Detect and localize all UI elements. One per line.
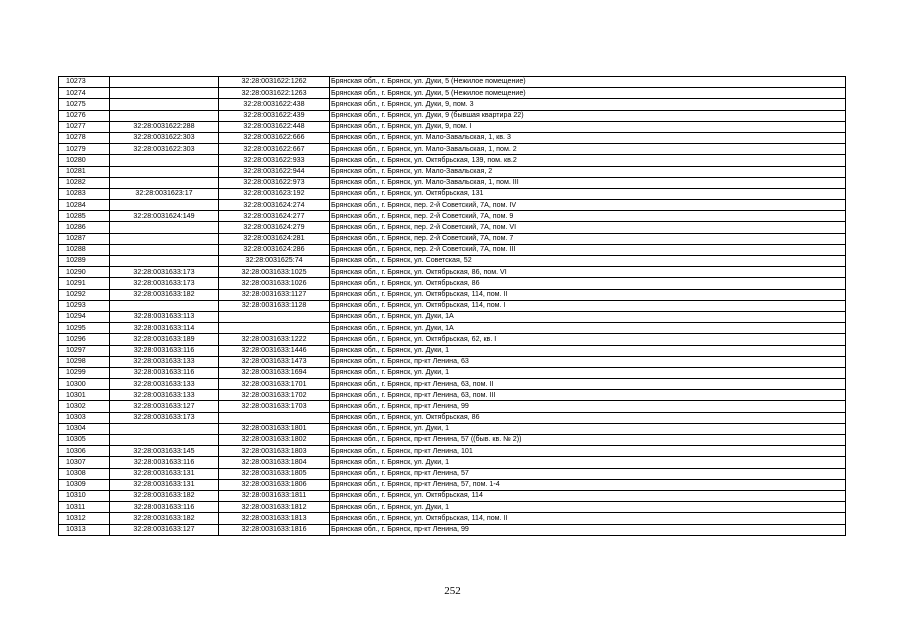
record-number-cell: 10278	[59, 132, 110, 143]
cadastral-number-cell: 32:28:0031622:439	[219, 110, 330, 121]
parent-cadastral-cell: 32:28:0031633:113	[110, 311, 219, 322]
cadastral-number-cell	[219, 412, 330, 423]
cadastral-number-cell: 32:28:0031624:277	[219, 211, 330, 222]
cadastral-number-cell: 32:28:0031633:1446	[219, 345, 330, 356]
cadastral-number-cell: 32:28:0031633:1128	[219, 300, 330, 311]
parent-cadastral-cell	[110, 177, 219, 188]
record-number-cell: 10306	[59, 446, 110, 457]
table-row	[59, 222, 846, 233]
address-cell: Брянская обл., г. Брянск, ул. Дуки, 5 (Нежилое помещение)	[330, 88, 846, 99]
record-number-cell: 10313	[59, 524, 110, 535]
parent-cadastral-cell: 32:28:0031633:114	[110, 323, 219, 334]
address-cell: Брянская обл., г. Брянск, ул. Октябрьская, 131	[330, 188, 846, 199]
parent-cadastral-cell: 32:28:0031633:131	[110, 468, 219, 479]
address-cell: Брянская обл., г. Брянск, ул. Октябрьская, 139, пом. кв.2	[330, 155, 846, 166]
record-number-cell: 10295	[59, 323, 110, 334]
cadastral-number-cell: 32:28:0031623:192	[219, 188, 330, 199]
table-row	[59, 446, 846, 457]
parent-cadastral-cell: 32:28:0031633:189	[110, 334, 219, 345]
parent-cadastral-cell	[110, 435, 219, 446]
table-row	[59, 457, 846, 468]
table-row	[59, 334, 846, 345]
table-row	[59, 412, 846, 423]
record-number-cell: 10284	[59, 200, 110, 211]
record-number-cell: 10301	[59, 390, 110, 401]
record-number-cell: 10288	[59, 244, 110, 255]
cadastral-number-cell: 32:28:0031624:286	[219, 244, 330, 255]
table-row	[59, 200, 846, 211]
record-number-cell: 10276	[59, 110, 110, 121]
record-number-cell: 10305	[59, 435, 110, 446]
record-number-cell: 10275	[59, 99, 110, 110]
record-number-cell: 10273	[59, 77, 110, 88]
address-cell: Брянская обл., г. Брянск, ул. Мало-Завальская, 1, пом. 2	[330, 144, 846, 155]
table-row	[59, 490, 846, 501]
cadastral-number-cell: 32:28:0031633:1701	[219, 379, 330, 390]
parent-cadastral-cell	[110, 300, 219, 311]
record-number-cell: 10289	[59, 256, 110, 267]
parent-cadastral-cell: 32:28:0031633:182	[110, 513, 219, 524]
cadastral-number-cell: 32:28:0031624:281	[219, 233, 330, 244]
parent-cadastral-cell: 32:28:0031622:303	[110, 132, 219, 143]
address-cell: Брянская обл., г. Брянск, ул. Дуки, 1	[330, 502, 846, 513]
address-cell: Брянская обл., г. Брянск, ул. Дуки, 9, пом. 3	[330, 99, 846, 110]
parent-cadastral-cell: 32:28:0031622:288	[110, 121, 219, 132]
parent-cadastral-cell: 32:28:0031633:133	[110, 390, 219, 401]
table-row	[59, 356, 846, 367]
table-row	[59, 300, 846, 311]
parent-cadastral-cell: 32:28:0031623:17	[110, 188, 219, 199]
table-row	[59, 401, 846, 412]
cadastral-number-cell: 32:28:0031633:1127	[219, 289, 330, 300]
address-cell: Брянская обл., г. Брянск, ул. Дуки, 1	[330, 345, 846, 356]
cadastral-number-cell	[219, 311, 330, 322]
address-cell: Брянская обл., г. Брянск, ул. Мало-Завальская, 1, пом. III	[330, 177, 846, 188]
address-cell: Брянская обл., г. Брянск, ул. Дуки, 9, пом. I	[330, 121, 846, 132]
cadastral-number-cell: 32:28:0031633:1813	[219, 513, 330, 524]
cadastral-number-cell: 32:28:0031633:1812	[219, 502, 330, 513]
parent-cadastral-cell: 32:28:0031633:116	[110, 367, 219, 378]
cadastral-number-cell: 32:28:0031633:1026	[219, 278, 330, 289]
record-number-cell: 10308	[59, 468, 110, 479]
cadastral-number-cell: 32:28:0031633:1473	[219, 356, 330, 367]
parent-cadastral-cell: 32:28:0031633:131	[110, 479, 219, 490]
parent-cadastral-cell: 32:28:0031633:127	[110, 524, 219, 535]
address-cell: Брянская обл., г. Брянск, ул. Октябрьская, 86	[330, 278, 846, 289]
address-cell: Брянская обл., г. Брянск, ул. Октябрьская, 114, пом. I	[330, 300, 846, 311]
table-row	[59, 423, 846, 434]
parent-cadastral-cell	[110, 233, 219, 244]
table-row	[59, 188, 846, 199]
address-cell: Брянская обл., г. Брянск, пр-кт Ленина, 101	[330, 446, 846, 457]
address-cell: Брянская обл., г. Брянск, ул. Октябрьская, 86	[330, 412, 846, 423]
cadastral-number-cell: 32:28:0031633:1703	[219, 401, 330, 412]
address-cell: Брянская обл., г. Брянск, ул. Дуки, 9 (бывшая квартира 22)	[330, 110, 846, 121]
record-number-cell: 10307	[59, 457, 110, 468]
cadastral-number-cell: 32:28:0031622:1262	[219, 77, 330, 88]
parent-cadastral-cell: 32:28:0031633:116	[110, 457, 219, 468]
parent-cadastral-cell	[110, 155, 219, 166]
parent-cadastral-cell	[110, 166, 219, 177]
record-number-cell: 10304	[59, 423, 110, 434]
parent-cadastral-cell	[110, 256, 219, 267]
cadastral-number-cell: 32:28:0031624:274	[219, 200, 330, 211]
address-cell: Брянская обл., г. Брянск, пер. 2-й Советский, 7А, пом. IV	[330, 200, 846, 211]
parent-cadastral-cell: 32:28:0031633:127	[110, 401, 219, 412]
cadastral-number-cell: 32:28:0031622:933	[219, 155, 330, 166]
address-cell: Брянская обл., г. Брянск, ул. Октябрьская, 114	[330, 490, 846, 501]
record-number-cell: 10281	[59, 166, 110, 177]
table-row	[59, 155, 846, 166]
table-row	[59, 513, 846, 524]
address-cell: Брянская обл., г. Брянск, пр-кт Ленина, 99	[330, 524, 846, 535]
parent-cadastral-cell: 32:28:0031633:145	[110, 446, 219, 457]
address-cell: Брянская обл., г. Брянск, ул. Мало-Завальская, 1, кв. 3	[330, 132, 846, 143]
parent-cadastral-cell: 32:28:0031633:133	[110, 379, 219, 390]
parent-cadastral-cell: 32:28:0031633:173	[110, 267, 219, 278]
record-number-cell: 10296	[59, 334, 110, 345]
cadastral-number-cell: 32:28:0031633:1806	[219, 479, 330, 490]
record-number-cell: 10282	[59, 177, 110, 188]
cadastral-number-cell: 32:28:0031633:1803	[219, 446, 330, 457]
record-number-cell: 10287	[59, 233, 110, 244]
cadastral-number-cell: 32:28:0031633:1811	[219, 490, 330, 501]
record-number-cell: 10293	[59, 300, 110, 311]
table-row	[59, 345, 846, 356]
address-cell: Брянская обл., г. Брянск, пр-кт Ленина, 99	[330, 401, 846, 412]
cadastral-number-cell: 32:28:0031622:1263	[219, 88, 330, 99]
record-number-cell: 10277	[59, 121, 110, 132]
address-cell: Брянская обл., г. Брянск, ул. Мало-Завальская, 2	[330, 166, 846, 177]
record-number-cell: 10300	[59, 379, 110, 390]
record-number-cell: 10309	[59, 479, 110, 490]
table-row	[59, 323, 846, 334]
table-row	[59, 99, 846, 110]
record-number-cell: 10303	[59, 412, 110, 423]
parent-cadastral-cell: 32:28:0031633:173	[110, 412, 219, 423]
record-number-cell: 10285	[59, 211, 110, 222]
cadastral-number-cell: 32:28:0031633:1805	[219, 468, 330, 479]
table-row	[59, 233, 846, 244]
address-cell: Брянская обл., г. Брянск, пр-кт Ленина, 57	[330, 468, 846, 479]
address-cell: Брянская обл., г. Брянск, ул. Дуки, 1	[330, 423, 846, 434]
parent-cadastral-cell	[110, 88, 219, 99]
parent-cadastral-cell	[110, 200, 219, 211]
record-number-cell: 10286	[59, 222, 110, 233]
record-number-cell: 10297	[59, 345, 110, 356]
record-number-cell: 10298	[59, 356, 110, 367]
address-cell: Брянская обл., г. Брянск, ул. Октябрьская, 86, пом. VI	[330, 267, 846, 278]
address-cell: Брянская обл., г. Брянск, пер. 2-й Советский, 7А, пом. 7	[330, 233, 846, 244]
parent-cadastral-cell: 32:28:0031633:133	[110, 356, 219, 367]
cadastral-number-cell: 32:28:0031622:448	[219, 121, 330, 132]
cadastral-number-cell: 32:28:0031633:1025	[219, 267, 330, 278]
address-cell: Брянская обл., г. Брянск, пер. 2-й Советский, 7А, пом. 9	[330, 211, 846, 222]
table-row	[59, 211, 846, 222]
table-row	[59, 524, 846, 535]
record-number-cell: 10292	[59, 289, 110, 300]
address-cell: Брянская обл., г. Брянск, ул. Октябрьская, 62, кв. I	[330, 334, 846, 345]
table-row	[59, 144, 846, 155]
parent-cadastral-cell: 32:28:0031633:182	[110, 490, 219, 501]
cadastral-number-cell: 32:28:0031633:1801	[219, 423, 330, 434]
table-row	[59, 289, 846, 300]
cadastral-number-cell: 32:28:0031622:666	[219, 132, 330, 143]
address-cell: Брянская обл., г. Брянск, пр-кт Ленина, 57, пом. 1-4	[330, 479, 846, 490]
address-cell: Брянская обл., г. Брянск, ул. Октябрьская, 114, пом. II	[330, 513, 846, 524]
table-row	[59, 278, 846, 289]
table-row	[59, 502, 846, 513]
table-row	[59, 132, 846, 143]
table-row	[59, 110, 846, 121]
parent-cadastral-cell: 32:28:0031633:116	[110, 345, 219, 356]
address-cell: Брянская обл., г. Брянск, ул. Октябрьская, 114, пом. II	[330, 289, 846, 300]
address-cell: Брянская обл., г. Брянск, пр-кт Ленина, 63, пом. III	[330, 390, 846, 401]
cadastral-number-cell	[219, 323, 330, 334]
address-cell: Брянская обл., г. Брянск, пр-кт Ленина, 57 ((быв. кв. № 2))	[330, 435, 846, 446]
table-row	[59, 390, 846, 401]
record-number-cell: 10274	[59, 88, 110, 99]
cadastral-number-cell: 32:28:0031633:1816	[219, 524, 330, 535]
parent-cadastral-cell	[110, 110, 219, 121]
cadastral-number-cell: 32:28:0031622:438	[219, 99, 330, 110]
parent-cadastral-cell: 32:28:0031633:182	[110, 289, 219, 300]
parent-cadastral-cell	[110, 244, 219, 255]
cadastral-number-cell: 32:28:0031633:1804	[219, 457, 330, 468]
address-cell: Брянская обл., г. Брянск, пер. 2-й Советский, 7А, пом. VI	[330, 222, 846, 233]
address-cell: Брянская обл., г. Брянск, ул. Дуки, 1	[330, 457, 846, 468]
address-cell: Брянская обл., г. Брянск, ул. Дуки, 1А	[330, 311, 846, 322]
cadastral-number-cell: 32:28:0031622:667	[219, 144, 330, 155]
address-cell: Брянская обл., г. Брянск, ул. Советская, 52	[330, 256, 846, 267]
table-row	[59, 435, 846, 446]
parent-cadastral-cell	[110, 99, 219, 110]
parent-cadastral-cell: 32:28:0031633:173	[110, 278, 219, 289]
cadastral-number-cell: 32:28:0031633:1222	[219, 334, 330, 345]
parent-cadastral-cell	[110, 222, 219, 233]
registry-table	[58, 76, 846, 536]
table-row	[59, 121, 846, 132]
record-number-cell: 10294	[59, 311, 110, 322]
record-number-cell: 10299	[59, 367, 110, 378]
cadastral-number-cell: 32:28:0031622:944	[219, 166, 330, 177]
table-row	[59, 468, 846, 479]
cadastral-number-cell: 32:28:0031624:279	[219, 222, 330, 233]
table-row	[59, 177, 846, 188]
record-number-cell: 10280	[59, 155, 110, 166]
table-row	[59, 166, 846, 177]
table-row	[59, 479, 846, 490]
table-row	[59, 77, 846, 88]
table-row	[59, 88, 846, 99]
table-row	[59, 367, 846, 378]
record-number-cell: 10310	[59, 490, 110, 501]
table-row	[59, 267, 846, 278]
address-cell: Брянская обл., г. Брянск, пр-кт Ленина, 63, пом. II	[330, 379, 846, 390]
parent-cadastral-cell: 32:28:0031622:303	[110, 144, 219, 155]
parent-cadastral-cell: 32:28:0031624:149	[110, 211, 219, 222]
cadastral-number-cell: 32:28:0031633:1702	[219, 390, 330, 401]
cadastral-number-cell: 32:28:0031633:1802	[219, 435, 330, 446]
record-number-cell: 10291	[59, 278, 110, 289]
cadastral-number-cell: 32:28:0031625:74	[219, 256, 330, 267]
table-row	[59, 244, 846, 255]
cadastral-number-cell: 32:28:0031633:1694	[219, 367, 330, 378]
record-number-cell: 10290	[59, 267, 110, 278]
address-cell: Брянская обл., г. Брянск, ул. Дуки, 5 (Нежилое помещение)	[330, 77, 846, 88]
address-cell: Брянская обл., г. Брянск, ул. Дуки, 1	[330, 367, 846, 378]
table-row	[59, 256, 846, 267]
table-row	[59, 379, 846, 390]
parent-cadastral-cell	[110, 77, 219, 88]
record-number-cell: 10283	[59, 188, 110, 199]
parent-cadastral-cell	[110, 423, 219, 434]
registry-table-body	[59, 77, 846, 536]
record-number-cell: 10279	[59, 144, 110, 155]
address-cell: Брянская обл., г. Брянск, ул. Дуки, 1А	[330, 323, 846, 334]
address-cell: Брянская обл., г. Брянск, пр-кт Ленина, 63	[330, 356, 846, 367]
page-number: 252	[444, 585, 461, 597]
address-cell: Брянская обл., г. Брянск, пер. 2-й Советский, 7А, пом. III	[330, 244, 846, 255]
record-number-cell: 10302	[59, 401, 110, 412]
record-number-cell: 10311	[59, 502, 110, 513]
cadastral-number-cell: 32:28:0031622:973	[219, 177, 330, 188]
table-row	[59, 311, 846, 322]
record-number-cell: 10312	[59, 513, 110, 524]
parent-cadastral-cell: 32:28:0031633:116	[110, 502, 219, 513]
